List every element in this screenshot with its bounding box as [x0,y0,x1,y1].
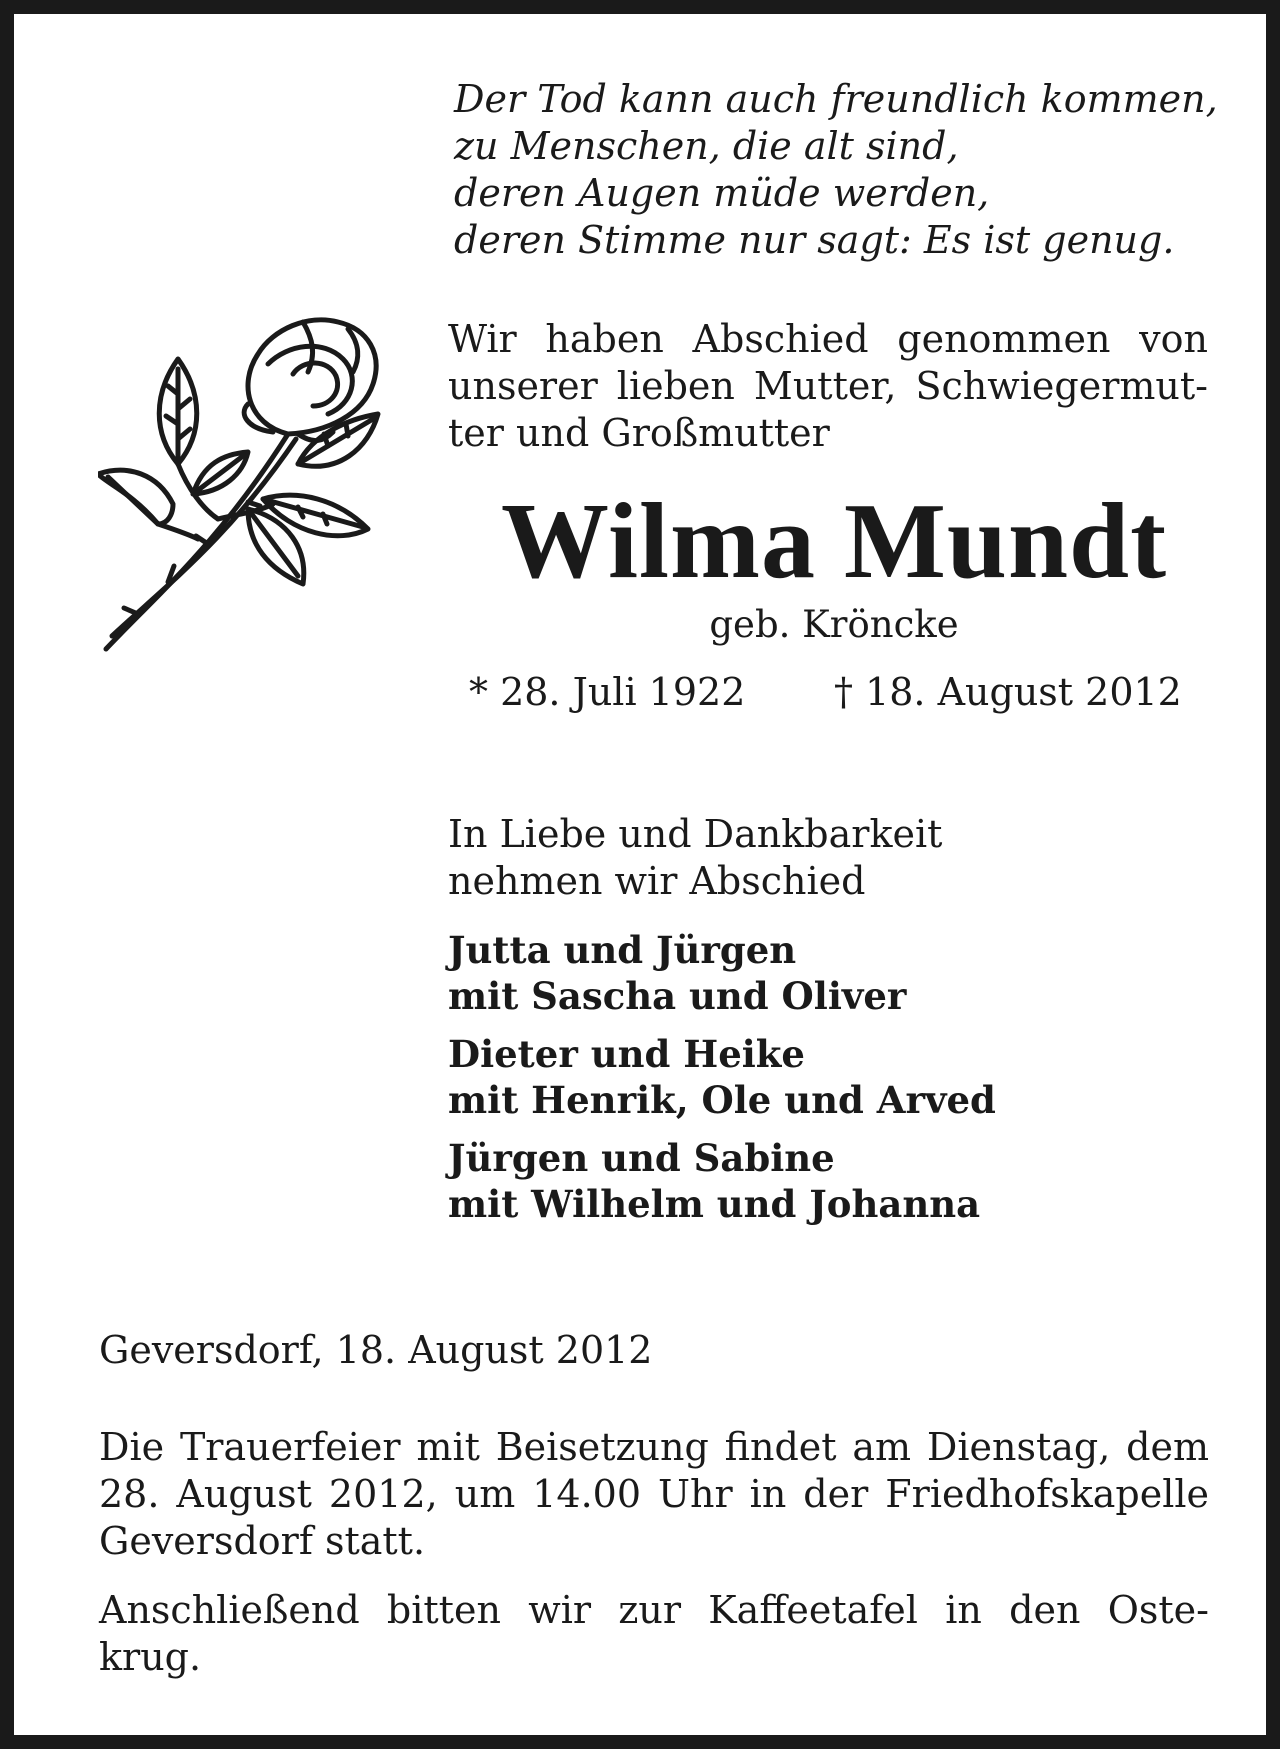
mourner-line: Jutta und Jürgen [448,928,797,972]
reception-line: Anschließend bitten wir zur Kaffeetafel in den Oste- [99,1588,1209,1632]
maiden-name: geb. Kröncke [709,603,959,646]
mourner-group [448,1031,1208,1123]
reception-notice [99,1587,1209,1681]
mourner-line: Dieter und Heike [448,1032,805,1076]
service-line: 28. August 2012, um 14.00 Uhr in der Friedhofskapelle [99,1472,1209,1516]
farewell-line: In Liebe und Dankbarkeit [448,812,943,856]
poem-line: zu Menschen, die alt sind, [454,124,959,168]
mourner-line: Jürgen und Sabine [448,1136,835,1180]
intro-text [448,316,1208,457]
poem-line: Der Tod kann auch freundlich kommen, [454,77,1218,121]
intro-line: Wir haben Abschied genommen von [448,317,1208,361]
poem-line: deren Stimme nur sagt: Es ist genug. [454,218,1175,262]
poem [454,76,1218,264]
mourner-line: mit Henrik, Ole und Arved [448,1078,996,1122]
death-date: † 18. August 2012 [834,670,1182,714]
deceased-name: Wilma Mundt [500,482,1168,601]
farewell-text [448,811,1208,905]
intro-line: unserer lieben Mutter, Schwiegermut- [448,364,1208,408]
intro-line: ter und Großmutter [448,411,830,455]
reception-line: krug. [99,1635,202,1679]
rose-icon [98,314,418,659]
mourner-line: mit Sascha und Oliver [448,974,907,1018]
farewell-line: nehmen wir Abschied [448,859,866,903]
poem-line: deren Augen müde werden, [454,171,990,215]
mourners-list [448,927,1208,1239]
place-date: Geversdorf, 18. August 2012 [99,1328,653,1372]
service-line: Die Trauerfeier mit Beisetzung findet am Dienstag, dem [99,1425,1209,1469]
service-notice [99,1424,1209,1565]
mourner-group [448,927,1208,1019]
mourner-line: mit Wilhelm und Johanna [448,1182,981,1226]
birth-date: * 28. Juli 1922 [469,670,746,714]
mourner-group [448,1135,1208,1227]
service-line: Geversdorf statt. [99,1519,426,1563]
